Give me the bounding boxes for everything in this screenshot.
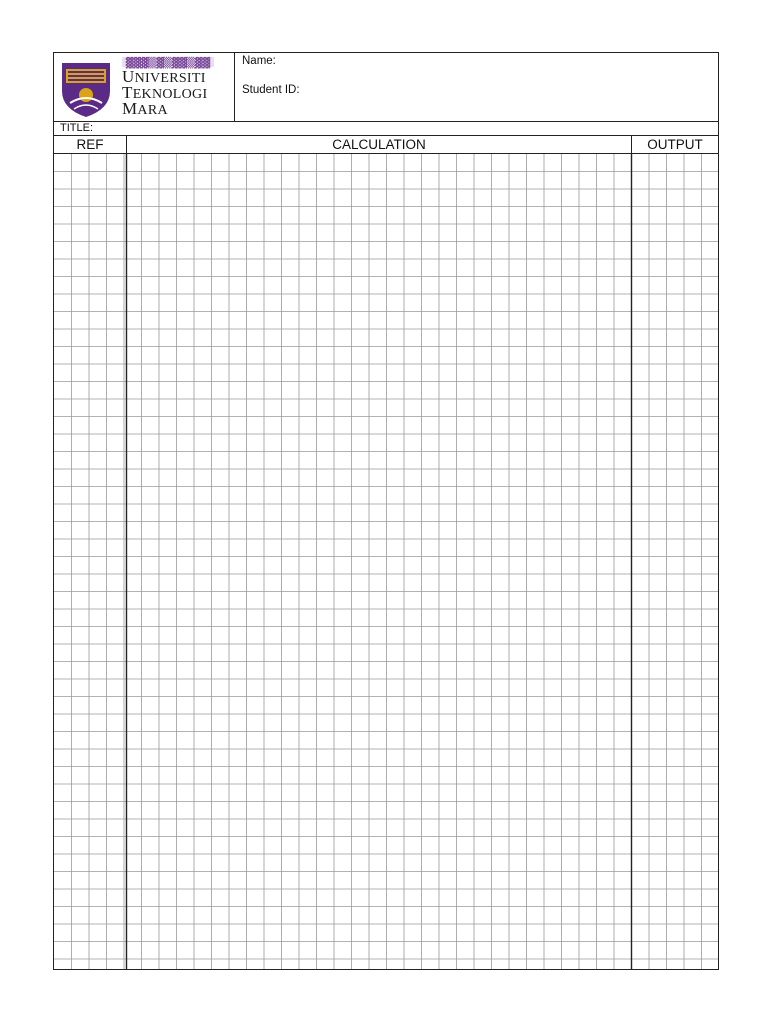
- university-name-line-2: TEKNOLOGI: [122, 83, 208, 102]
- university-logo-box: [54, 53, 235, 121]
- sheet-header: [54, 53, 718, 122]
- name-field-label: Name:: [242, 55, 276, 67]
- output-column-header: OUTPUT: [647, 137, 703, 152]
- university-name-line-1: UNIVERSITI: [122, 67, 206, 86]
- grid-lines: [54, 154, 718, 969]
- title-row: [54, 121, 718, 136]
- calculation-sheet: [53, 52, 719, 970]
- graph-grid: [54, 154, 718, 969]
- university-name-line-3: MARA: [122, 99, 168, 118]
- svg-text:▓▓▓▒▓▒▓▓▒▓▓: ▓▓▓▒▓▒▓▓▒▓▓: [125, 58, 211, 69]
- column-header-row: [54, 136, 718, 154]
- university-crest-icon: [58, 57, 114, 119]
- title-label: TITLE:: [60, 122, 94, 134]
- jawi-logo-text: [122, 55, 214, 69]
- ref-column-header: REF: [54, 136, 127, 153]
- calculation-column-header: CALCULATION: [127, 136, 632, 153]
- student-id-field-label: Student ID:: [242, 84, 300, 96]
